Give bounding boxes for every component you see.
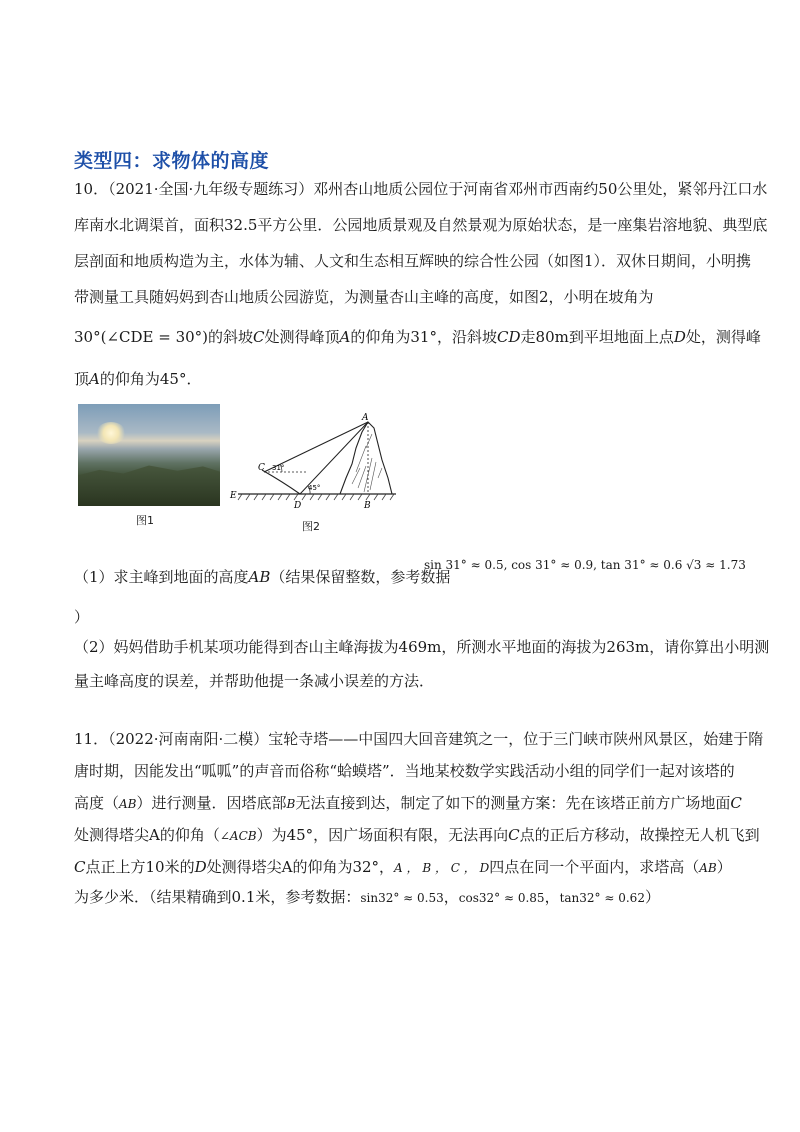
q10-text: 的仰角为 [99,370,160,388]
q10-text: 处测得峰顶 [264,328,340,346]
sun-glare [96,422,126,444]
q10-line-5 [74,326,761,347]
q11-line-6 [74,886,660,907]
section-title: 类型四：求物体的高度 [74,150,270,172]
point-c: C [508,826,520,844]
figure-1-photo [78,404,220,506]
q10-text: （结果保留整数，参考数据 [270,568,451,586]
reference-data-q10: sin 31° ≈ 0.5, cos 31° ≈ 0.9, tan 31° ≈ 0.6 √3 ≈ 1.73 [424,558,746,572]
label-angle-45: 45° [308,484,321,492]
q11-text: 处测得塔尖A的仰角（ [74,826,220,844]
mountain-ridge [78,462,220,506]
q10-text: ，沿斜坡 [436,328,497,346]
q10-sub-2-line-2: 量主峰高度的误差，并帮助他提一条减小误差的方法． [74,672,435,690]
ground-altitude: 263m [606,638,650,656]
label-b: B [364,501,371,511]
q11-text: 为多少米．（结果精确到0.1米，参考数据： [74,888,361,906]
point-c: C [253,328,265,346]
reference-sin32: sin32° ≈ 0.53 [360,891,444,905]
label-d: D [294,501,302,511]
q10-sub-2 [74,636,769,657]
peak-altitude: 469m [398,638,442,656]
q10-text: （1）求主峰到地面的高度 [74,568,249,586]
q10-text: 的仰角为 [350,328,411,346]
q10-text: ，所测水平地面的海拔为 [441,638,607,656]
q10-line-2: 库南水北调渠首，面积32.5平方公里．公园地质景观及自然景观为原始状态，是一座集岩溶地貌、典型底 [74,216,768,234]
point-a: A [89,370,100,388]
point-a: A [339,328,351,346]
label-a: A [362,413,369,423]
q10-sub-1 [74,566,450,587]
reference-tan32: tan32° ≈ 0.62 [559,891,645,905]
q11-text: 高度（ [74,794,120,812]
q11-line-5 [74,856,732,877]
q11-text: ， [443,888,459,906]
figure-1-caption: 图1 [136,514,154,527]
point-b: B [286,797,296,811]
q11-text: 点正上方10米的 [85,858,195,876]
segment-ab: AB [119,797,137,811]
q10-line-4: 带测量工具随妈妈到杏山地质公园游览，为测量杏山主峰的高度，如图2，小明在坡角为 [74,288,654,306]
points-abcd: A ， B ， C ， D [394,861,490,875]
angle-acb: ∠ACB [219,829,257,843]
q10-line-3: 层剖面和地质构造为主，水体为辅、人文和生态相互辉映的综合性公园（如图1）．双休日期间，小明携 [74,252,752,270]
distance-80m: 80m [535,328,569,346]
segment-ab: AB [248,568,271,586]
q10-line-1: 10．（2021·全国·九年级专题练习）邓州杏山地质公园位于河南省邓州市西南约50公里处，紧邻丹江口水 [74,180,768,198]
q11-text: 处测得塔尖A的仰角为32°， [206,858,395,876]
segment-ab: AB [699,861,717,875]
q11-line-1: 11．（2022·河南南阳·二模）宝轮寺塔——中国四大回音建筑之一，位于三门峡市陕州风景区，始建于隋 [74,730,764,748]
q11-text: ）进行测量．因塔底部 [136,794,287,812]
q10-text: 走 [520,328,536,346]
point-d: D [673,328,686,346]
q10-text: ． [186,370,202,388]
q11-text: 点的正后方移动，故操控无人机飞到 [519,826,760,844]
point-c: C [74,858,86,876]
q11-text: ） [716,858,732,876]
q10-text: 顶 [74,370,90,388]
label-c: C [258,463,265,473]
q11-text: ） [644,888,660,906]
slope-angle-formula: 30°(∠CDE = 30°) [74,328,209,346]
slope-line [262,470,300,494]
angle-45: 45° [159,370,187,388]
q10-sub-1-close: ） [74,608,90,626]
q10-text: ，请你算出小明测 [649,638,770,656]
q11-text: ， [544,888,560,906]
segment-cd: CD [497,328,521,346]
q11-line-3 [74,792,742,813]
q11-text: ）为45°，因广场面积有限，无法再向 [256,826,509,844]
q11-line-4 [74,824,760,845]
q10-text: 到平坦地面上点 [568,328,674,346]
q10-line-6 [74,368,201,389]
q11-line-2: 唐时期，因能发出“呱呱”的声音而俗称“蛤蟆塔”．当地某校数学实践活动小组的同学们一起对该塔的 [74,762,735,780]
figure-2-diagram [228,408,408,530]
q10-text: 的斜坡 [208,328,254,346]
q10-text: （2）妈妈借助手机某项功能得到杏山主峰海拔为 [74,638,399,656]
q11-text: 无法直接到达，制定了如下的测量方案：先在该塔正前方广场地面 [295,794,731,812]
ground-hatching [238,494,394,500]
q11-text: 四点在同一个平面内，求塔高（ [489,858,700,876]
point-c: C [730,794,742,812]
reference-cos32: cos32° ≈ 0.85 [458,891,545,905]
label-angle-31: 31° [272,464,285,472]
figure-2-caption: 图2 [302,520,320,533]
q10-text: 处，测得峰 [685,328,761,346]
label-e: E [230,491,237,501]
angle-31: 31° [410,328,437,346]
point-d: D [194,858,207,876]
